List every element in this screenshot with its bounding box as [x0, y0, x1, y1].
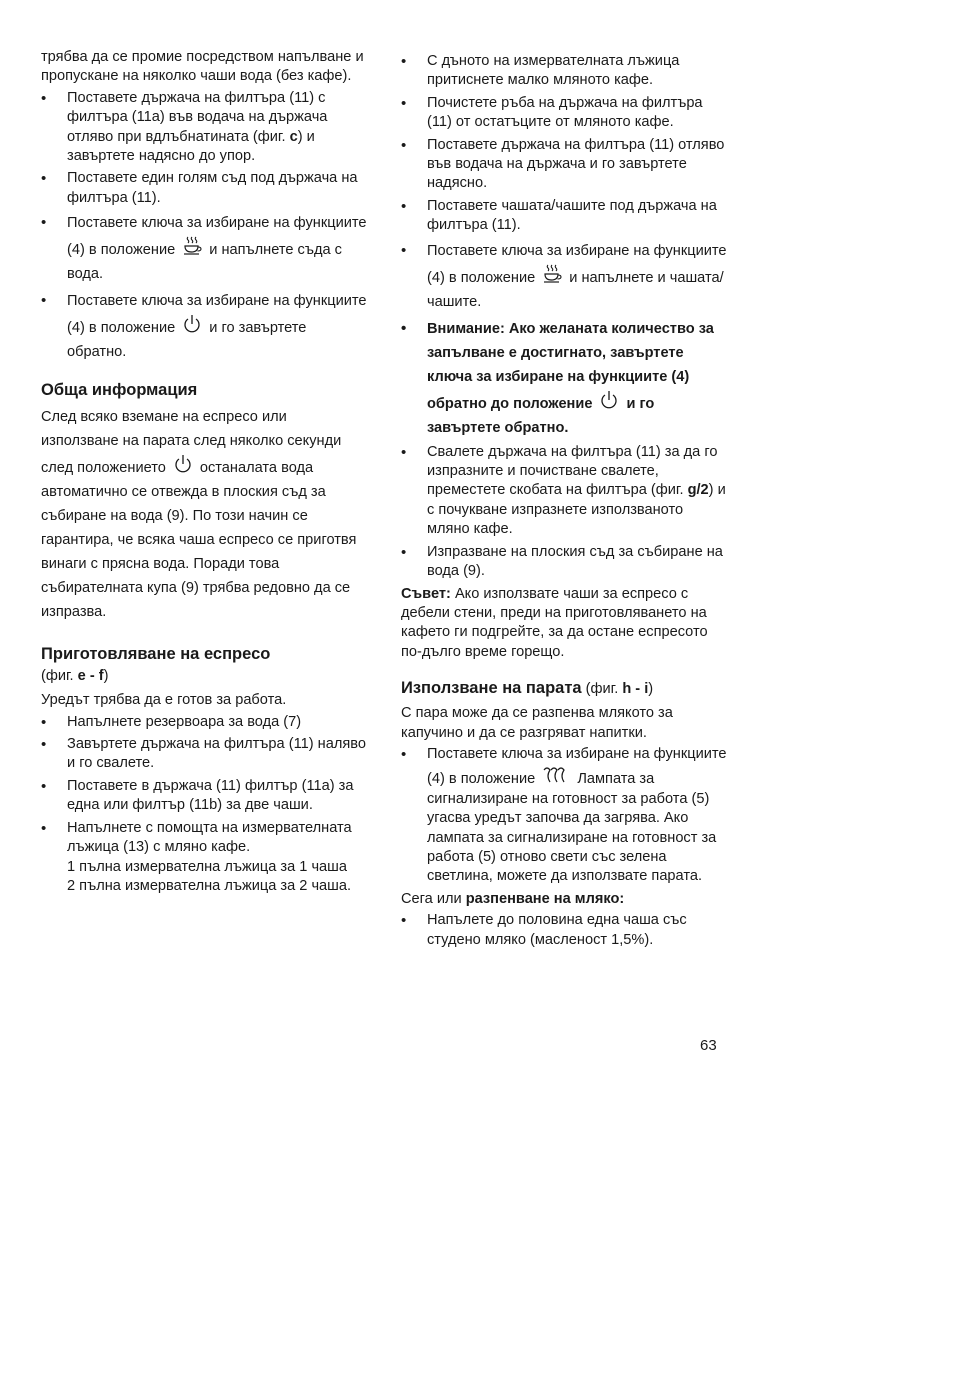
list-item-warning: • Внимание: Ако желаната количество за запълване е достигнато, завъртете ключа за избиране на функциите (4) обратно до положение и го завъртете обратно.	[401, 317, 727, 440]
left-bullet-list-2	[41, 713, 367, 897]
right-bullet-list-2	[401, 745, 727, 887]
list-item: • Почистете ръба на държача на филтъра (11) от остатъците от мляното кафе.	[401, 94, 727, 133]
section-heading-steam: Използване на парата (фиг. h - i)	[401, 679, 654, 698]
list-item: • Поставете един голям съд под държача на филтъра (11).	[41, 169, 367, 208]
right-bullet-list-3	[401, 911, 727, 950]
list-item: • Поставете държача на филтъра (11) с филтъра (11a) във водача на държача отляво при вдлъбнатината (фиг. c) и завъртете надясно до упор.	[41, 89, 367, 167]
list-item: • Напълнете с помощта на измервателната лъжица (13) с мляно кафе. 1 пълна измервателна лъжица за 1 чаша 2 пълна измервателна лъжица за 2 чаша.	[41, 819, 367, 897]
cup-steam-icon	[541, 263, 563, 285]
power-icon	[598, 389, 620, 411]
list-item: • Завъртете държача на филтъра (11) наляво и го свалете.	[41, 735, 367, 774]
list-item: • Поставете в държача (11) филтър (11a) за една или филтър (11b) за две чаши.	[41, 777, 367, 816]
right-column	[401, 52, 727, 953]
list-item: • Поставете ключа за избиране на функциите (4) в положение Лампата за сигнализиране на готовност за работа (5) угасва уредът започва да загрява. Ако лампата за сигнализиране на готовност за работа (5) отново свети със зелена светлина, можете да използвате парата.	[401, 745, 727, 887]
list-item: • Напълете до половина една чаша със студено мляко (масленост 1,5%).	[401, 911, 727, 950]
section-heading-general: Обща информация	[41, 381, 198, 400]
page-number: 63	[700, 1037, 717, 1054]
now-text: Сега или разпенване на мляко:	[401, 890, 625, 907]
general-text: След всяко вземане на еспресо или използване на парата след няколко секунди след положението останалата вода автоматично се отвежда в плоския съд за събиране на вода (9). По този начин се гарантира, че всяка чаша еспресо се приготвя винаги с прясна вода. Поради това събирателната купа (9) трябва редовно да се изпразва.	[41, 409, 357, 621]
list-item: • Свалете държача на филтъра (11) за да го изпразните и почистване свалете, преместете скобата на филтъра (фиг. g/2) и с почукване изпразнете използваното мляно кафе.	[401, 443, 727, 540]
section-heading-espresso: Приготовляване на еспресо (фиг. e - f)	[41, 645, 271, 685]
power-icon	[181, 313, 203, 335]
list-item: • Поставете ключа за избиране на функциите (4) в положение и напълнете и чашата/чашите.	[401, 239, 727, 314]
steam-icon	[541, 764, 567, 786]
cup-steam-icon	[181, 235, 203, 257]
tip-text: Съвет: Ако използвате чаши за еспресо с дебели стени, преди на приготовляването на кафето ги подгрейте, за да остане еспресото по-дълго време горещо.	[401, 585, 708, 660]
measure-line: 2 пълна измервателна лъжица за 2 чаша.	[67, 877, 352, 894]
left-bullet-list-1	[41, 89, 367, 364]
list-item: • Напълнете резервоара за вода (7)	[41, 713, 367, 732]
list-item: • Поставете държача на филтъра (11) отляво във водача на държача и го завъртете надясно.	[401, 136, 727, 194]
left-column	[41, 48, 367, 899]
measure-line: 1 пълна измервателна лъжица за 1 чаша	[67, 858, 347, 875]
steam-intro: С пара може да се разпенва млякото за капучино и да се разгряват напитки.	[401, 705, 673, 741]
right-bullet-list-1	[401, 52, 727, 582]
list-item: • С дъното на измервателната лъжица притиснете малко мляното кафе.	[401, 52, 727, 91]
power-icon	[172, 453, 194, 475]
list-item: • Изпразване на плоския съд за събиране на вода (9).	[401, 543, 727, 582]
list-item: • Поставете чашата/чашите под държача на филтъра (11).	[401, 197, 727, 236]
ready-text: Уредът трябва да е готов за работа.	[41, 692, 287, 709]
list-item: • Поставете ключа за избиране на функциите (4) в положение и го завъртете обратно.	[41, 289, 367, 364]
list-item: • Поставете ключа за избиране на функциите (4) в положение и напълнете съда с вода.	[41, 211, 367, 286]
intro-text: трябва да се промие посредством напълване и пропускане на няколко чаши вода (без кафе).	[41, 49, 364, 85]
